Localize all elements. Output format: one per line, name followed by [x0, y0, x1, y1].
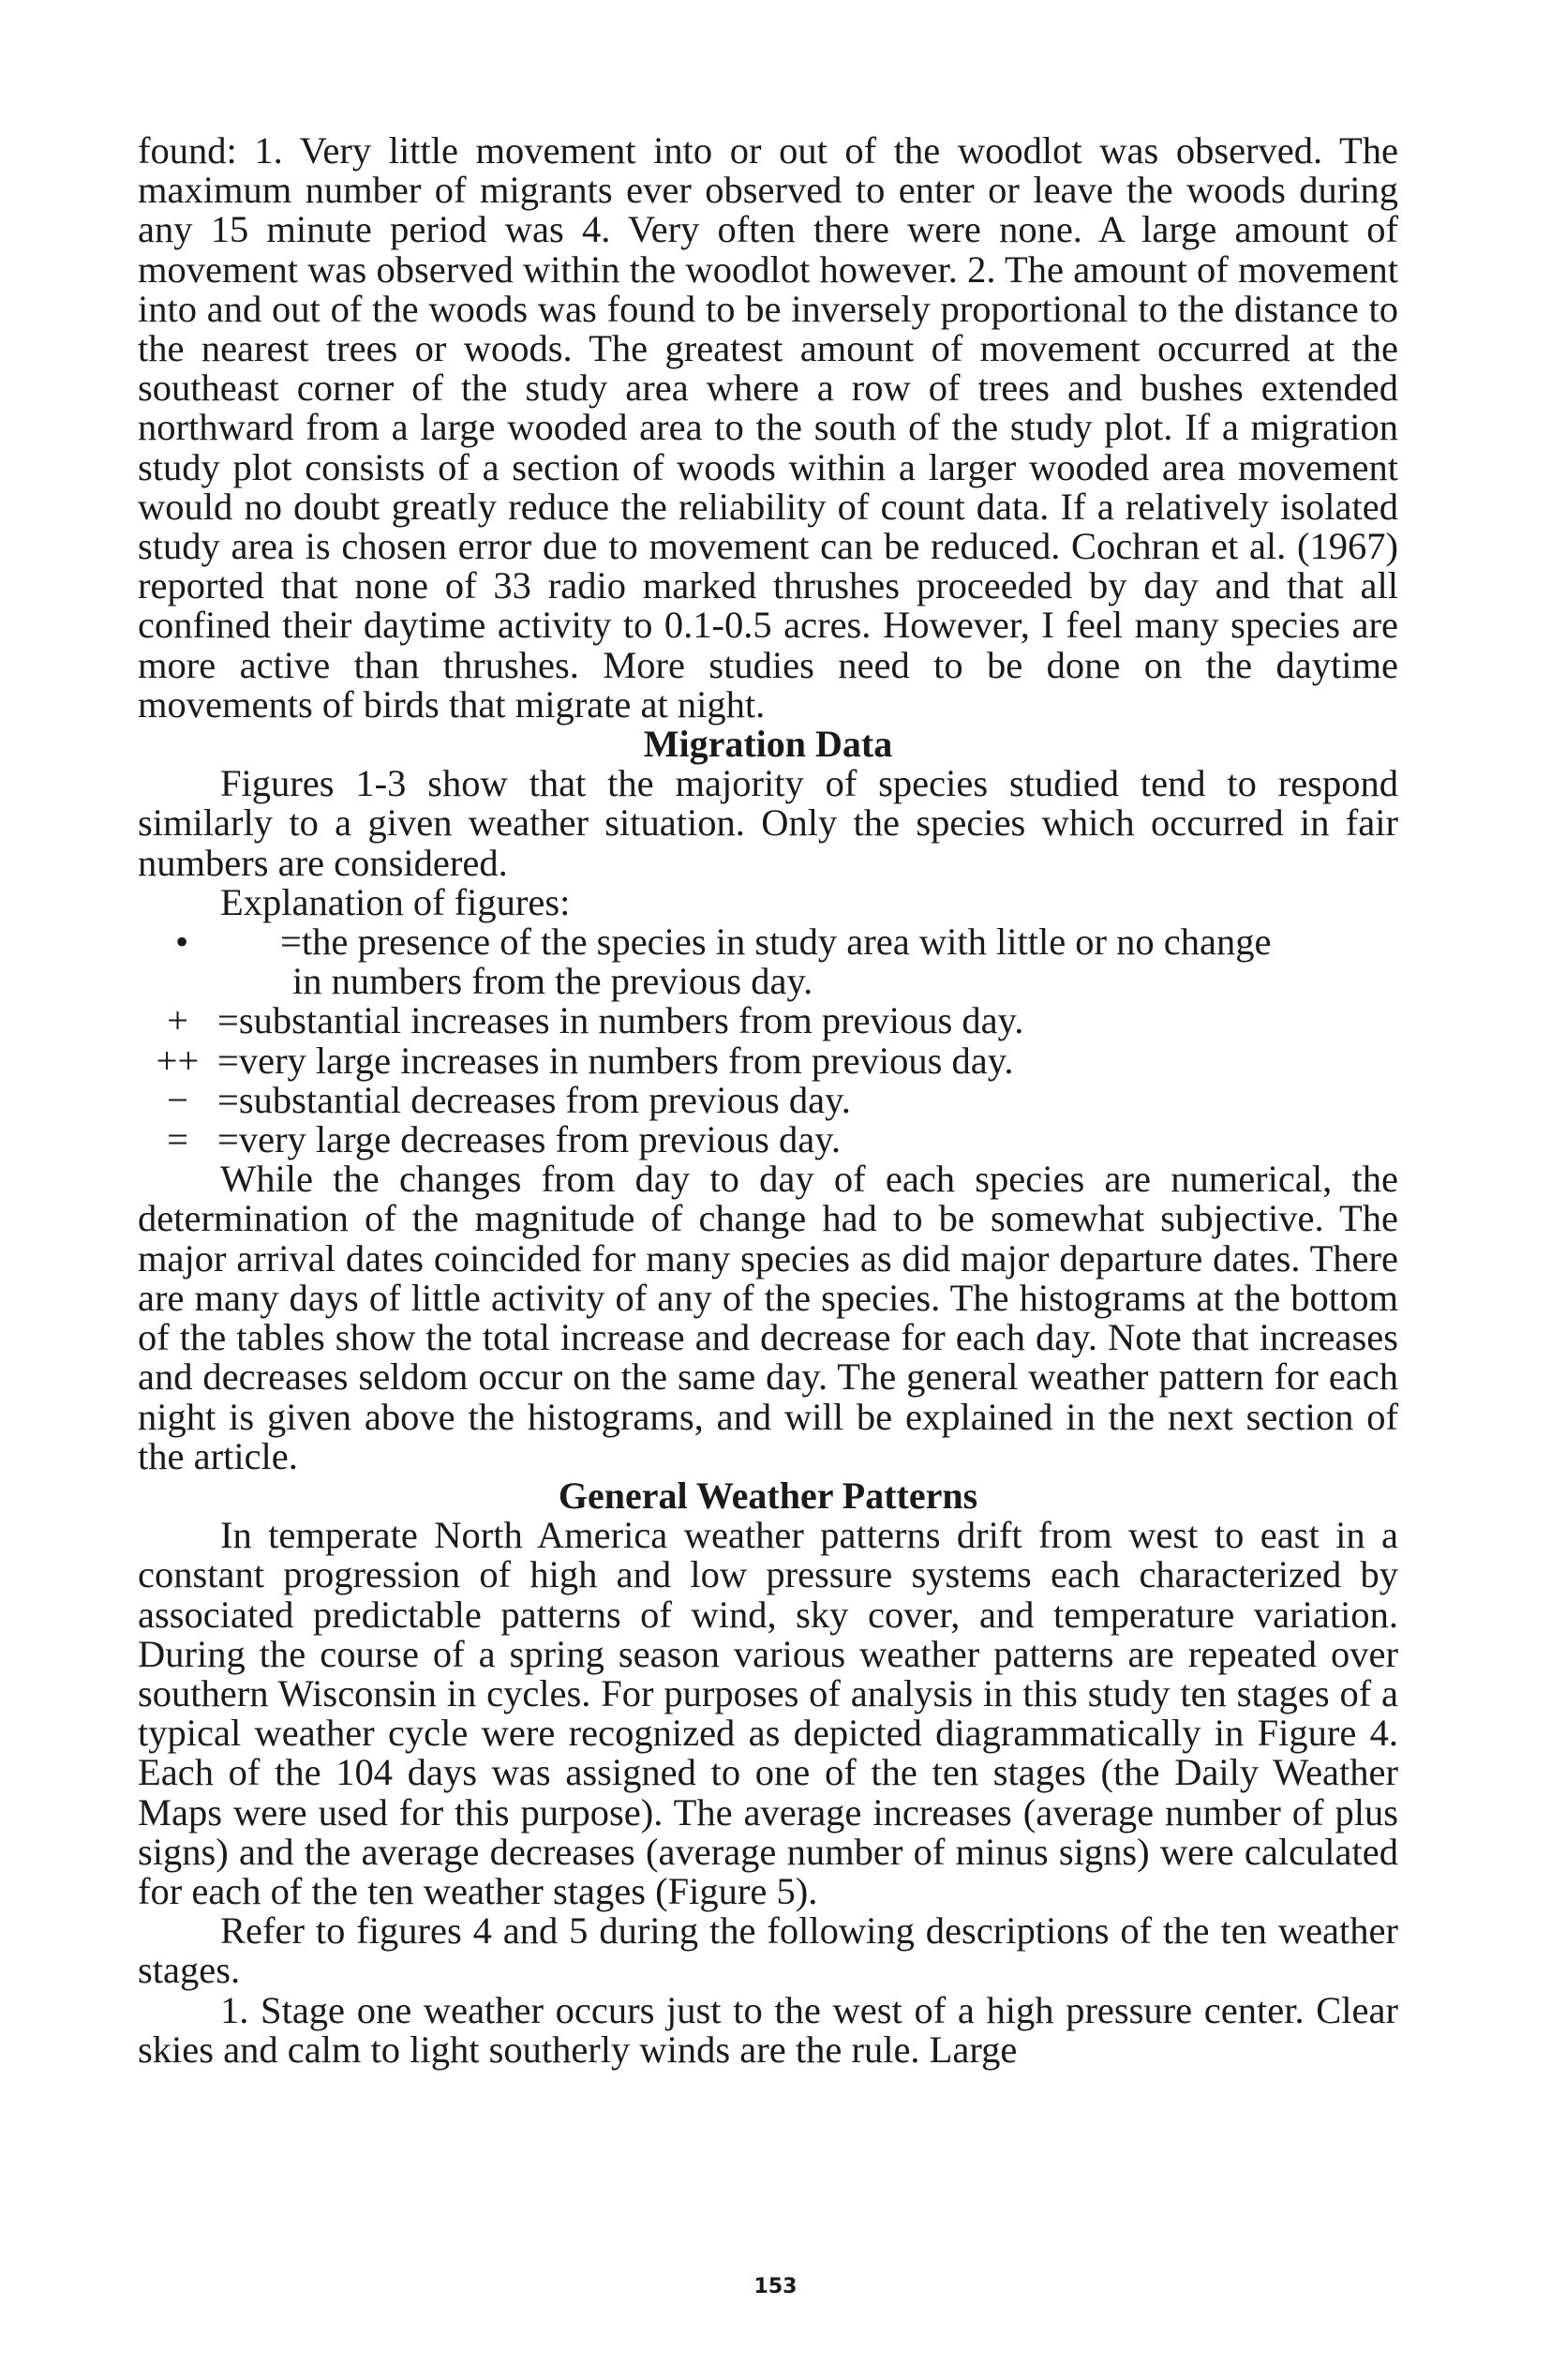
heading-migration-data: Migration Data: [643, 723, 893, 766]
legend-symbol: ++: [156, 1039, 200, 1082]
legend-item-minus: [138, 1078, 1398, 1121]
paragraph-changes: While the changes from day to day of each species are numerical, the determination of the magnitude of change had to be somewhat subjective. The major arrival dates coincided for many species as did major departure dates. There are many days of little activity of any of the species. The histograms at the bottom of the tables show the total increase and decrease for each day. Note that increases and decreases seldom occur on the same day. The general weather pattern for each night is given above the histograms, and will be explained in the next section of the article.: [138, 1158, 1398, 1477]
legend-text: =very large increases in numbers from previous day.: [217, 1039, 1014, 1082]
legend-intro: Explanation of figures:: [220, 880, 571, 923]
figure-legend: [138, 922, 1398, 1160]
legend-text-continuation: in numbers from the previous day.: [292, 960, 813, 1003]
page-number: 153: [753, 2275, 798, 2298]
paragraph-stage-one: 1. Stage one weather occurs just to the west of a high pressure center. Clear skies and calm to light southerly winds are the rule. Large: [138, 1988, 1398, 2071]
paragraph-refer-figures: Refer to figures 4 and 5 during the following descriptions of the ten weather stages.: [138, 1909, 1398, 1992]
legend-text: =the presence of the species in study area with little or no change: [280, 921, 1272, 964]
legend-symbol: •: [175, 921, 189, 964]
legend-item-double-plus: [138, 1041, 1398, 1081]
text-column: [138, 131, 1398, 2070]
legend-item-dot: [138, 922, 1398, 962]
legend-symbol: −: [167, 1078, 188, 1121]
legend-item-double-minus: [138, 1120, 1398, 1160]
paragraph-figures-1-3: Figures 1-3 show that the majority of species studied tend to respond similarly to a given weather situation. Only the species which occurred in fair numbers are considered.: [138, 762, 1398, 884]
legend-text: =substantial decreases from previous day.: [217, 1078, 851, 1121]
legend-item-plus: [138, 1001, 1398, 1040]
legend-text: =very large decreases from previous day.: [217, 1118, 841, 1161]
heading-general-weather-patterns: General Weather Patterns: [558, 1474, 978, 1517]
legend-symbol: =: [167, 1118, 188, 1161]
legend-symbol: +: [167, 999, 188, 1042]
legend-text: =substantial increases in numbers from previous day.: [217, 999, 1024, 1042]
paragraph-weather-patterns: In temperate North America weather patterns drift from west to east in a constant progression of high and low pressure systems each characterized by associated predictable patterns of wind, sky cover, and temperature variation. During the course of a spring season various weather patterns are repeated over southern Wisconsin in cycles. For purposes of analysis in this study ten stages of a typical weather cycle were recognized as depicted diagrammatically in Figure 4. Each of the 104 days was assigned to one of the ten stages (the Daily Weather Maps were used for this purpose). The average increases (average number of plus signs) and the average decreases (average number of minus signs) were calculated for each of the ten weather stages (Figure 5).: [138, 1514, 1398, 1912]
paragraph-woodlot-movement: found: 1. Very little movement into or out of the woodlot was observed. The maximum number of migrants ever observed to enter or leave the woods during any 15 minute period was 4. Very often there were none. A large amount of movement was observed within the woodlot however. 2. The amount of movement into and out of the woods was found to be inversely proportional to the distance to the nearest trees or woods. The greatest amount of movement occurred at the southeast corner of the study area where a row of trees and bushes extended northward from a large wooded area to the south of the study plot. If a migration study plot consists of a section of woods within a larger wooded area movement would no doubt greatly reduce the reliability of count data. If a relatively isolated study area is chosen error due to movement can be reduced. Cochran et al. (1967) reported that none of 33 radio marked thrushes proceeded by day and that all confined their daytime activity to 0.1-0.5 acres. However, I feel many species are more active than thrushes. More studies need to be done on the daytime movements of birds that migrate at night.: [138, 129, 1398, 726]
